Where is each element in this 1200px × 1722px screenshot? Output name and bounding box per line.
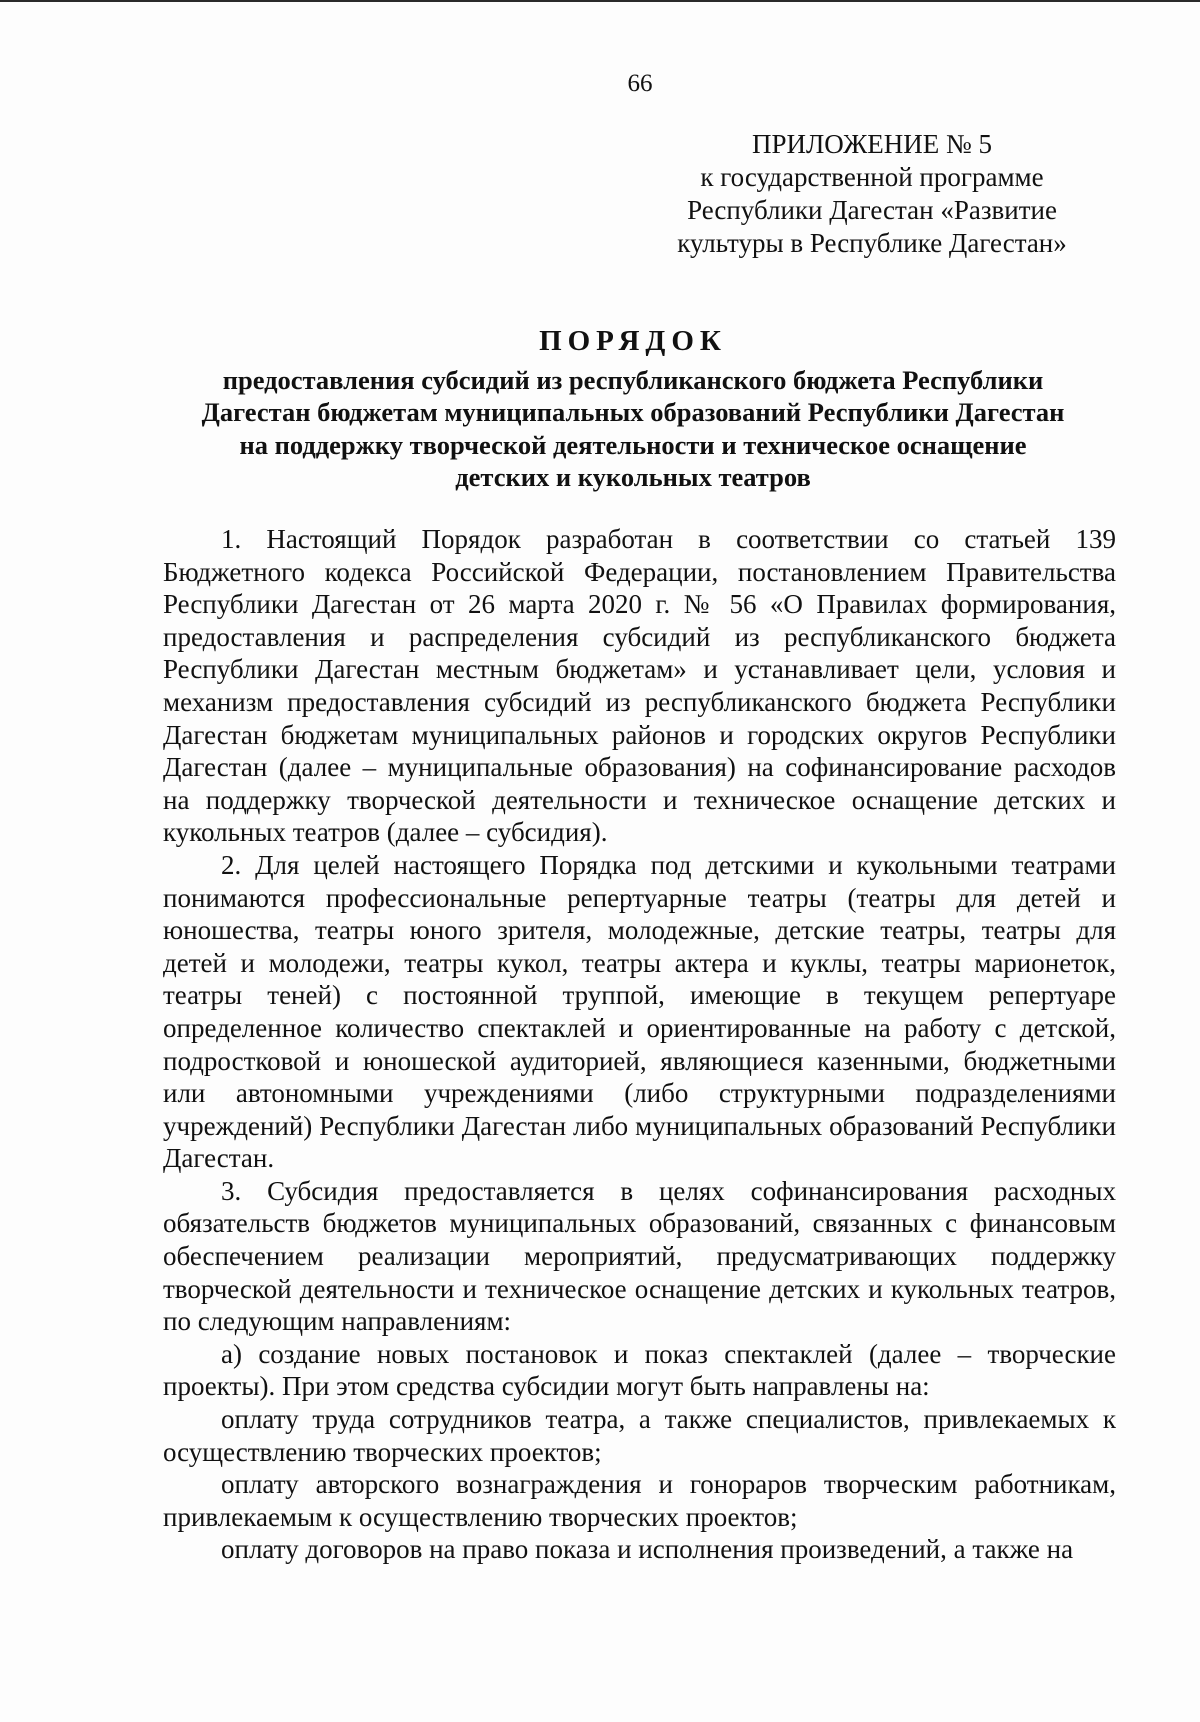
document-body [163, 523, 1116, 1566]
document-subtitle-line: детских и кукольных театров [455, 462, 811, 492]
page-number: 66 [627, 70, 653, 97]
document-subtitle-line: на поддержку творческой деятельности и техническое оснащение [239, 429, 1027, 460]
scan-border-line [0, 0, 1200, 2]
appendix-line: культуры в Республике Дагестан» [677, 228, 1067, 258]
appendix-header [642, 128, 1102, 260]
document-subtitle-line: Дагестан бюджетам муниципальных образований Республики Дагестан [201, 397, 1065, 427]
appendix-line: Республики Дагестан «Развитие [687, 195, 1057, 225]
appendix-line: к государственной программе [700, 162, 1044, 192]
paragraph-2: 2. Для целей настоящего Порядка под детскими и кукольными театрами понимаются профессиональные репертуарные театры (театры для детей и юношества, театры юного зрителя, молодежные, детские театры, театры для детей и молодежи, театры кукол, театры актера и куклы, театры марионеток, театры теней) с постоянной труппой, имеющие в текущем репертуаре определенное количество спектаклей и ориентированные на работу с детской, подростковой и юношеской аудиторией, являющиеся казенными, бюджетными или автономными учреждениями (либо структурными подразделениями учреждений) Республики Дагестан либо муниципальных образований Республики Дагестан. [163, 849, 1116, 1174]
paragraph-item: оплату авторского вознаграждения и гонораров творческим работникам, привлекаемым к осуществлению творческих проектов; [163, 1469, 1116, 1532]
paragraph-1: 1. Настоящий Порядок разработан в соответствии со статьей 139 Бюджетного кодекса Российской Федерации, постановлением Правительства Республики Дагестан от 26 марта 2020 г. № 56 «О Правилах формирования, предоставления и распределения субсидий из республиканского бюджета Республики Дагестан местным бюджетам» и устанавливает цели, условия и механизм предоставления субсидий из республиканского бюджета Республики Дагестан бюджетам муниципальных районов и городских округов Республики Дагестан (далее – муниципальные образования) на софинансирование расходов на поддержку творческой деятельности и техническое оснащение детских и кукольных театров (далее – субсидия). [163, 524, 1116, 848]
document-heading: ПОРЯДОК [539, 325, 727, 357]
document-subtitle-line: предоставления субсидий из республиканского бюджета Республики [222, 364, 1044, 395]
paragraph-3a: а) создание новых постановок и показ спектаклей (далее – творческие проекты). При этом средства субсидии могут быть направлены на: [163, 1338, 1116, 1402]
appendix-title: ПРИЛОЖЕНИЕ № 5 [751, 129, 993, 159]
document-title-block [150, 325, 1116, 494]
paragraph-item: оплату договоров на право показа и исполнения произведений, а также на [221, 1534, 1074, 1565]
paragraph-item: оплату труда сотрудников театра, а также специалистов, привлекаемых к осуществлению творческих проектов; [163, 1404, 1116, 1467]
paragraph-3: 3. Субсидия предоставляется в целях софинансирования расходных обязательств бюджетов муниципальных образований, связанных с финансовым обеспечением реализации мероприятий, предусматривающих поддержку творческой деятельности и техническое оснащение детских и кукольных театров, по следующим направлениям: [163, 1175, 1116, 1337]
